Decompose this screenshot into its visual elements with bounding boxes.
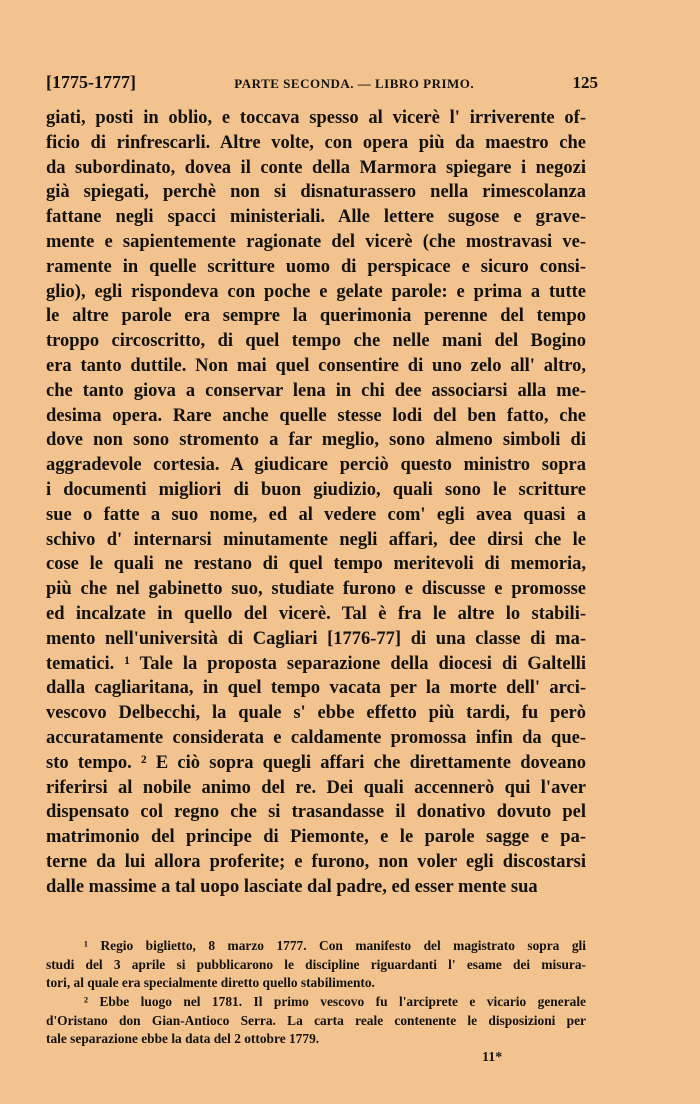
body-line: dalle massime a tal uopo lasciate dal padre, ed esser mente sua [46, 876, 538, 897]
body-line: giati, posti in oblio, e toccava spesso al vicerè l' irriverente of- [46, 108, 586, 128]
body-line: terne da lui allora proferite; e furono, non voler egli discostarsi [46, 851, 586, 872]
body-line: vescovo Delbecchi, la quale s' ebbe effetto più tardi, fu però [46, 703, 586, 724]
body-line: riferirsi al nobile animo del re. Dei quali accennerò qui l'aver [46, 777, 586, 798]
body-line: dispensato col regno che si trasandasse il donativo dovuto pel [46, 802, 586, 823]
header-years: [1775-1777] [46, 72, 136, 92]
footnote-line: tale separazione ebbe la data del 2 ottobre 1779. [46, 1031, 320, 1047]
body-line: accuratamente considerata e caldamente promossa infin da que- [46, 727, 586, 748]
signature-mark: 11* [482, 1050, 503, 1065]
body-line: sue o fatte a suo nome, ed al vedere com' egli avea quasi a [46, 504, 586, 525]
body-line: troppo circoscritto, di quel tempo che nelle mani del Bogino [46, 331, 586, 352]
body-line: mente e sapientemente ragionate del vicerè (che mostravasi ve- [46, 231, 586, 252]
footnotes [46, 937, 586, 1049]
body-line: tematici. ¹ Tale la proposta separazione della diocesi di Galtelli [46, 653, 586, 674]
body-line: da subordinato, dovea il conte della Marmora spiegare i negozi [46, 157, 586, 178]
body-line: matrimonio del principe di Piemonte, e le parole sagge e pa- [46, 827, 586, 848]
body-text [46, 106, 586, 900]
body-line: mento nell'università di Cagliari [1776-77] di una classe di ma- [46, 628, 586, 649]
body-line: desima opera. Rare anche quelle stesse lodi del ben fatto, che [46, 405, 586, 426]
footnote-line: d'Oristano don Gian-Antioco Serra. La carta reale contenente le disposizioni per [46, 1012, 586, 1028]
body-line: schivo d' internarsi minutamente negli affari, dee dirsi che le [46, 529, 586, 550]
footnote-line: tori, al quale era specialmente diretto quello stabilimento. [46, 975, 375, 991]
running-header [46, 72, 598, 93]
body-line: aggradevole cortesia. A giudicare perciò questo ministro sopra [46, 455, 586, 476]
body-line: fattane negli spacci ministeriali. Alle lettere sugose e grave- [46, 207, 586, 228]
body-line: le altre parole era sempre la querimonia perenne del tempo [46, 306, 586, 327]
body-line: dove non sono stromento a far meglio, sono almeno simboli di [46, 430, 586, 451]
body-line: sto tempo. ² E ciò sopra quegli affari che direttamente doveano [46, 752, 586, 773]
footnote [46, 993, 586, 1049]
body-line: che tanto giova a conservar lena in chi dee associarsi alla me- [46, 380, 586, 401]
body-line: cose le quali ne restano di quel tempo meritevoli di memoria, [46, 554, 586, 575]
body-line: già spiegati, perchè non si disnaturassero nella rimescolanza [46, 182, 586, 203]
body-line: dalla cagliaritana, in quel tempo vacata per la morte dell' arci- [46, 678, 586, 699]
body-line: glio), egli rispondeva con poche e gelate parole: e prima a tutte [46, 281, 586, 302]
running-title: PARTE SECONDA. — LIBRO PRIMO. [234, 76, 475, 91]
body-line: ed incalzate in quello del vicerè. Tal è fra le altre lo stabili- [46, 603, 586, 624]
page-number: 125 [572, 73, 598, 92]
footnote [46, 937, 586, 993]
body-line: i documenti migliori di buon giudizio, quali sono le scritture [46, 479, 586, 500]
body-line: ramente in quelle scritture uomo di perspicace e sicuro consi- [46, 256, 586, 277]
footnote-line: studi del 3 aprile si pubblicarono le discipline riguardanti l' esame dei misura- [46, 956, 586, 972]
body-line: ficio di rinfrescarli. Altre volte, con opera più da maestro che [46, 132, 586, 153]
body-line: era tanto duttile. Non mai quel consentire di uno zelo all' altro, [46, 355, 586, 376]
body-line: più che nel gabinetto suo, studiate furono e discusse e promosse [46, 579, 586, 600]
footnote-line: ¹ Regio biglietto, 8 marzo 1777. Con manifesto del magistrato sopra gli [84, 938, 586, 953]
footnote-line: ² Ebbe luogo nel 1781. Il primo vescovo fu l'arciprete e vicario generale [84, 994, 586, 1010]
